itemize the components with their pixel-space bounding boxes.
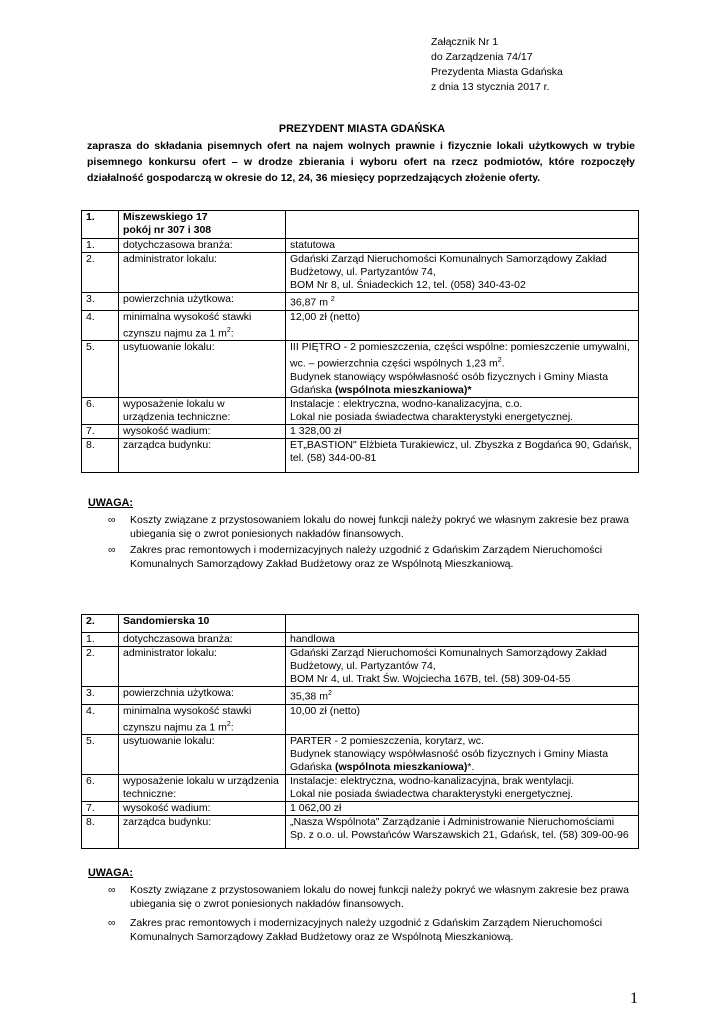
table-row: 5. usytuowanie lokalu: III PIĘTRO - 2 pomieszczenia, części wspólne: pomieszczenie umywalni, wc. – powierzchnia części wspólnych 1,23 $m^2$. Budynek stanowiący współwłasność osób fizycznych i Gminy Miasta Gdańska (wspólnota mieszkaniowa)* bbox=[82, 341, 639, 398]
table-row: 2. administrator lokalu: Gdański Zarząd Nieruchomości Komunalnych Samorządowy Zakład Budżetowy, ul. Partyzantów 74, BOM Nr 8, ul. Śniadeckich 12, tel. (058) 340-43-02 bbox=[82, 253, 639, 293]
property-number: 1. bbox=[82, 211, 119, 239]
table-row: 8. zarządca budynku: ET„BASTION" Elżbieta Turakiewicz, ul. Zbyszka z Bogdańca 90, Gdańsk, tel. (58) 344-00-81 bbox=[82, 438, 639, 472]
property-number: 2. bbox=[82, 615, 119, 633]
note-1-2: ∞ Zakres prac remontowych i modernizacyjnych należy uzgodnić z Gdańskim Zarządem Nieruchomości Komunalnych Samorządowy Zakład Budżetowy oraz ze Wspólnotą Mieszkaniową. bbox=[108, 544, 603, 570]
property-address: Miszewskiego 17 pokój nr 307 i 308 bbox=[119, 211, 286, 239]
note-2-2: ∞ Zakres prac remontowych i modernizacyjnych należy uzgodnić z Gdańskim Zarządem Nieruchomości Komunalnych Samorządowy Zakład Budżetowy oraz ze Wspólnotą Mieszkaniową. bbox=[108, 917, 603, 943]
table-row: 7. wysokość wadium: 1 328,00 zł bbox=[82, 424, 639, 438]
table-row: 6. wyposażenie lokalu w urządzenia techniczne: Instalacje : elektryczna, wodno-kanalizacyjna, c.o. Lokal nie posiada świadectwa charakterystyki energetycznej. bbox=[82, 397, 639, 424]
table-row: 1. dotychczasowa branża: statutowa bbox=[82, 239, 639, 253]
header-line-2: do Zarządzenia 74/17 bbox=[431, 51, 533, 63]
property-1-table bbox=[81, 210, 639, 473]
table-row bbox=[82, 615, 639, 633]
note-1-1: ∞ Koszty związane z przystosowaniem lokalu do nowej funkcji należy pokryć we własnym zakresie bez prawa ubiegania się o zwrot poniesionych nakładów finansowych. bbox=[108, 514, 629, 540]
page-number: 1 bbox=[630, 990, 638, 1007]
table-row: 7. wysokość wadium: 1 062,00 zł bbox=[82, 802, 639, 816]
property-2-table bbox=[81, 614, 639, 849]
bullet-icon: ∞ bbox=[108, 514, 116, 526]
intro-paragraph: zaprasza do składania pisemnych ofert na najem wolnych prawnie i fizycznie lokali użytkowych w trybie pisemnego konkursu ofert – w drodze zbierania i wyboru ofert na rzecz podmiotów, które rozpoczęły działalność gospodarczą w okresie do 12, 24, 36 miesięcy poprzedzających złożenie oferty. bbox=[87, 140, 635, 184]
table-row: 3. powierzchnia użytkowa: 36,87 m $^2$ bbox=[82, 293, 639, 311]
table-row bbox=[82, 211, 639, 239]
bullet-icon: ∞ bbox=[108, 544, 116, 556]
bullet-icon: ∞ bbox=[108, 917, 116, 929]
table-row: 2. administrator lokalu: Gdański Zarząd Nieruchomości Komunalnych Samorządowy Zakład Budżetowy, ul. Partyzantów 74, BOM Nr 4, ul. Trakt Św. Wojciecha 167B, tel. (58) 309-04-55 bbox=[82, 647, 639, 687]
note-2-1: ∞ Koszty związane z przystosowaniem lokalu do nowej funkcji należy pokryć we własnym zakresie bez prawa ubiegania się o zwrot poniesionych nakładów finansowych. bbox=[108, 884, 629, 910]
table-row: 3. powierzchnia użytkowa: 35,38 $m^2$ bbox=[82, 687, 639, 705]
document-title: PREZYDENT MIASTA GDAŃSKA bbox=[278, 123, 446, 135]
header-line-1: Załącznik Nr 1 bbox=[431, 36, 499, 48]
table-row: 4. minimalna wysokość stawki czynszu najmu za 1 $m^2$: 10,00 zł (netto) bbox=[82, 704, 639, 735]
property-address: Sandomierska 10 bbox=[119, 615, 286, 633]
notes-2-heading: UWAGA: bbox=[88, 867, 133, 879]
table-row: 4. minimalna wysokość stawki czynszu najmu za 1 $m^2$: 12,00 zł (netto) bbox=[82, 310, 639, 341]
header-line-4: z dnia 13 stycznia 2017 r. bbox=[431, 81, 550, 93]
table-row: 8. zarządca budynku: „Nasza Wspólnota" Zarządzanie i Administrowanie Nieruchomościami Sp. z o.o. ul. Powstańców Warszawskich 21, Gdańsk, tel. (58) 309-00-96 bbox=[82, 816, 639, 849]
table-row: 5. usytuowanie lokalu: PARTER - 2 pomieszczenia, korytarz, wc. Budynek stanowiący współwłasność osób fizycznych i Gminy Miasta Gdańska (wspólnota mieszkaniowa)*. bbox=[82, 735, 639, 775]
header-line-3: Prezydenta Miasta Gdańska bbox=[431, 66, 563, 78]
notes-1-heading: UWAGA: bbox=[88, 497, 133, 509]
bullet-icon: ∞ bbox=[108, 884, 116, 896]
attachment-header bbox=[431, 35, 563, 95]
table-row: 1. dotychczasowa branża: handlowa bbox=[82, 633, 639, 647]
table-row: 6. wyposażenie lokalu w urządzenia techniczne: Instalacje: elektryczna, wodno-kanalizacyjna, brak wentylacji. Lokal nie posiada świadectwa charakterystyki energetycznej. bbox=[82, 775, 639, 802]
